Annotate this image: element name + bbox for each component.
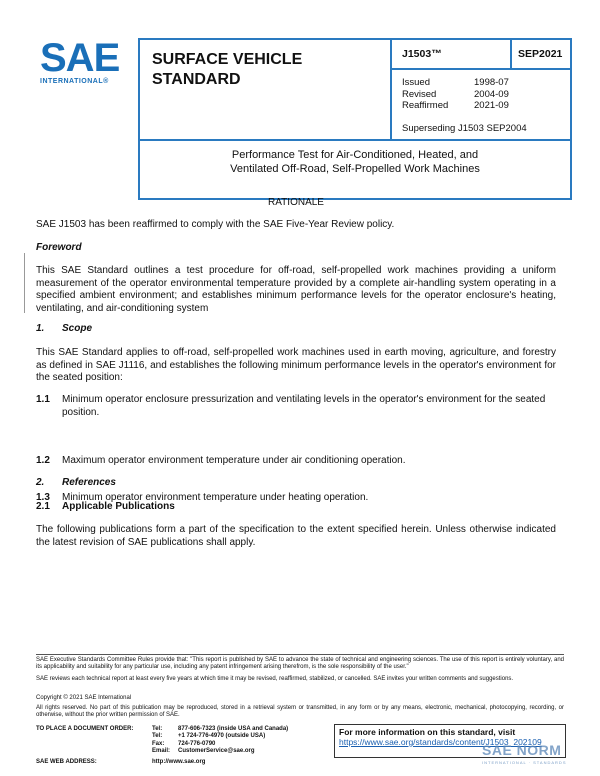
title-line: STANDARD — [152, 71, 241, 88]
subtitle-line: Performance Test for Air-Conditioned, Heated, and — [231, 149, 479, 161]
document-history — [402, 77, 509, 112]
header-divider — [390, 40, 392, 140]
logo-mark: SAE — [40, 36, 120, 80]
rationale-text: SAE J1503 has been reaffirmed to comply with the SAE Five-Year Review policy. — [36, 219, 395, 230]
header-divider — [140, 139, 570, 141]
item-text: Minimum operator environment temperature under heating operation. — [62, 491, 369, 503]
history-label: Issued — [402, 77, 430, 88]
header-divider — [510, 40, 512, 70]
section-title: References — [62, 477, 116, 488]
footer-review-note: SAE reviews each technical report at least every five years at which time it may be revised, reaffirmed, stabilized, or cancelled. SAE invites your written comments and suggestions. — [36, 676, 514, 682]
section-number: 1. — [36, 323, 45, 334]
contact-value[interactable]: CustomerService@sae.org — [178, 748, 255, 755]
foreword-heading: Foreword — [36, 242, 82, 253]
contact-label: Fax: — [152, 740, 165, 747]
footer-divider — [36, 654, 564, 655]
document-subtitle — [140, 148, 570, 176]
item-text: Minimum operator enclosure pressurization and ventilating levels in the operator's environment for the seated position. — [62, 394, 546, 418]
section-title: Applicable Publications — [62, 501, 175, 512]
subtitle-line: Ventilated Off-Road, Self-Propelled Work Machines — [230, 163, 480, 175]
contact-value: +1 724-776-4970 (outside USA) — [178, 733, 266, 740]
section-number: 2.1 — [36, 501, 50, 512]
order-contact-table — [36, 726, 292, 766]
history-value: 2021-09 — [474, 100, 509, 111]
section-scope-heading — [36, 323, 556, 336]
contact-row — [36, 756, 292, 766]
watermark: SAE NORM — [482, 742, 562, 758]
scope-text: This SAE Standard applies to off-road, self-propelled work machines used in earth moving, agriculture, and forestry as defined in SAE J1116, and establishes the following minimum performance levels in the operator's environment for the seated position: — [36, 347, 556, 383]
section-title: Scope — [62, 323, 93, 334]
history-row — [402, 89, 509, 101]
section-number: 2. — [36, 477, 45, 488]
document-type-title — [152, 50, 302, 90]
item-text: Maximum operator environment temperature under air conditioning operation. — [62, 455, 406, 466]
list-item — [36, 455, 582, 468]
title-line: SURFACE VEHICLE — [152, 51, 303, 68]
footer-rights: All rights reserved. No part of this publication may be reproduced, stored in a retrieval system or transmitted, in any form or by any means, electronic, mechanical, photocopying, recording, or otherwise, without the prior written permission of SAE. — [36, 705, 564, 719]
contact-label: Tel: — [152, 733, 163, 740]
history-row — [402, 100, 509, 112]
web-label: SAE WEB ADDRESS: — [36, 758, 97, 765]
contact-row — [36, 741, 292, 748]
standard-page-link[interactable]: https://www.sae.org/standards/content/J1503_202109 — [339, 737, 542, 747]
footer-copyright: Copyright © 2021 SAE International — [36, 695, 132, 701]
history-label: Revised — [402, 88, 437, 100]
contact-row — [36, 748, 292, 755]
change-bar — [24, 253, 25, 313]
rationale-heading: RATIONALE — [268, 197, 324, 208]
contact-value: 877-606-7323 (inside USA and Canada) — [178, 726, 289, 732]
item-number: 1.2 — [36, 455, 50, 466]
logo-subtext: INTERNATIONAL® — [40, 78, 109, 85]
contact-row — [36, 726, 292, 733]
watermark-subtext: INTERNATIONAL · STANDARDS — [482, 760, 567, 765]
history-label: Reaffirmed — [402, 100, 449, 111]
more-info-heading: For more information on this standard, visit — [339, 727, 516, 737]
contact-value: 724-776-0790 — [178, 740, 216, 747]
contact-label: Email: — [152, 748, 171, 755]
sae-logo — [40, 38, 125, 85]
foreword-text: This SAE Standard outlines a test procedure for off-road, self-propelled work machines providing a uniform measurement of the operator environmental temperature provided by a complete air-handling system operating in a specified ambient environment; and establishes minimum performance levels for the operator enclosure's heating, ventilating, and air-conditioning system — [36, 265, 556, 314]
history-row — [402, 77, 509, 89]
superseding-note: Superseding J1503 SEP2004 — [402, 123, 527, 134]
header-divider — [390, 68, 572, 70]
subsection-heading — [36, 501, 556, 514]
item-number: 1.1 — [36, 394, 50, 405]
footer-disclaimer: SAE Executive Standards Committee Rules provide that: "This report is published by SAE to advance the state of technical and engineering sciences. The use of this report is entirely voluntary, and its applicability and suitability for any particular use, including any patent infringement arising therefrom, is the sole responsibility of the user." — [36, 657, 564, 671]
history-value: 1998-07 — [474, 77, 509, 88]
contact-row — [36, 733, 292, 740]
history-value: 2004-09 — [474, 88, 509, 100]
document-date: SEP2021 — [518, 48, 563, 60]
contact-label: Tel: — [152, 726, 163, 732]
item-number: 1.3 — [36, 491, 50, 503]
document-header — [138, 38, 572, 200]
web-address-link[interactable]: http://www.sae.org — [152, 758, 206, 765]
document-id: J1503™ — [402, 48, 442, 60]
order-label: TO PLACE A DOCUMENT ORDER: — [36, 726, 134, 732]
publications-text: The following publications form a part of the specification to the extent specified herein. Unless otherwise indicated the latest revision of SAE publications shall apply. — [36, 524, 556, 548]
section-references-heading — [36, 477, 556, 490]
list-item — [36, 394, 582, 419]
